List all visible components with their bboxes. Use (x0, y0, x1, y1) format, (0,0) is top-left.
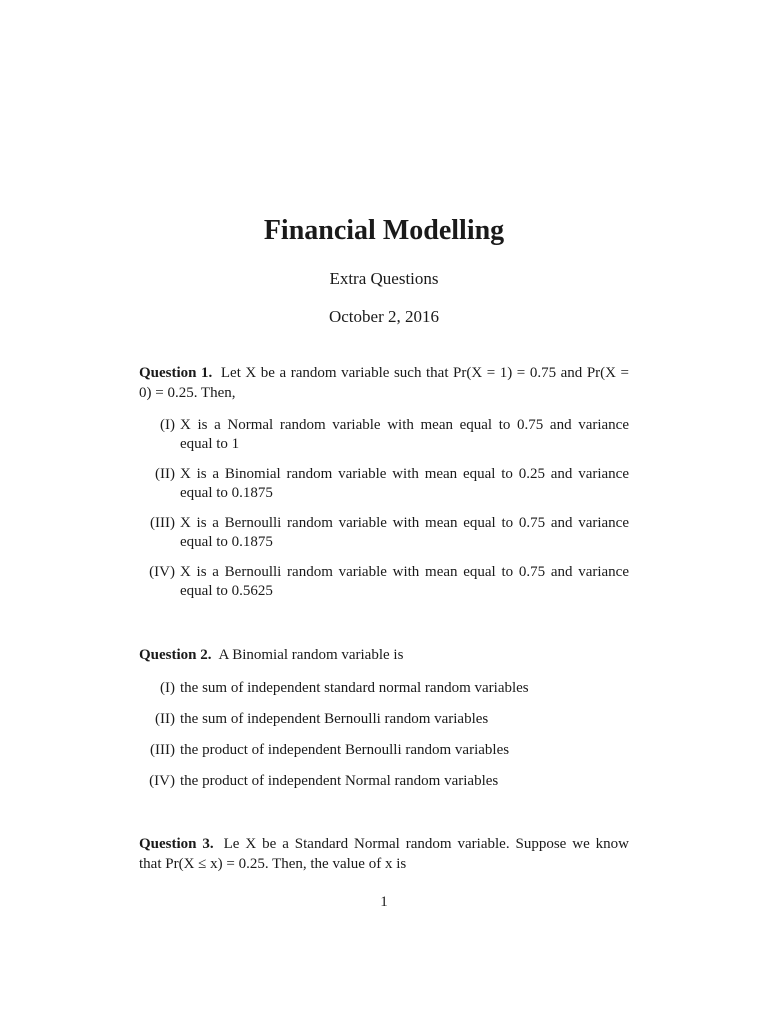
option-text: X is a Bernoulli random variable with mean equal to 0.75 and variance equal to 0.1875 (180, 515, 629, 550)
question-label: Question 3. (139, 836, 214, 852)
document-subtitle: Extra Questions (329, 269, 439, 288)
document-date: October 2, 2016 (328, 307, 439, 326)
question-1-options (139, 416, 629, 601)
option-item (139, 710, 629, 729)
option-text: the product of independent Bernoulli random variables (180, 742, 510, 758)
option-item (139, 679, 629, 698)
option-item (139, 514, 629, 552)
option-text: the product of independent Normal random variables (180, 773, 499, 789)
page-number: 1 (380, 894, 388, 910)
question-label: Question 2. (139, 647, 212, 663)
question-2-options (139, 679, 629, 791)
option-number: (I) (160, 417, 175, 433)
option-item (139, 416, 629, 454)
question-2 (139, 646, 629, 666)
option-number: (II) (155, 711, 175, 727)
option-number: (IV) (149, 564, 175, 580)
option-text: X is a Bernoulli random variable with mean equal to 0.75 and variance equal to 0.5625 (180, 564, 629, 599)
option-item (139, 465, 629, 503)
option-text: the sum of independent standard normal random variables (180, 680, 529, 696)
option-item (139, 741, 629, 760)
question-label: Question 1. (139, 365, 213, 381)
document-title: Financial Modelling (263, 215, 505, 246)
option-number: (I) (160, 680, 175, 696)
question-text: Let X be a random variable such that Pr(X = 1) = 0.75 and Pr(X = 0) = 0.25. Then, (139, 365, 630, 401)
question-1 (139, 364, 629, 403)
option-number: (IV) (149, 773, 175, 789)
option-text: X is a Binomial random variable with mean equal to 0.25 and variance equal to 0.1875 (180, 466, 629, 501)
option-number: (II) (155, 466, 175, 482)
option-number: (III) (150, 742, 175, 758)
option-item (139, 563, 629, 601)
option-number: (III) (150, 515, 175, 531)
question-3 (139, 835, 629, 874)
question-text: A Binomial random variable is (218, 647, 404, 663)
option-text: X is a Normal random variable with mean equal to 0.75 and variance equal to 1 (180, 417, 629, 452)
option-item (139, 772, 629, 791)
question-text: Le X be a Standard Normal random variable. Suppose we know that Pr(X ≤ x) = 0.25. Then, the value of x is (139, 836, 629, 872)
option-text: the sum of independent Bernoulli random variables (180, 711, 489, 727)
